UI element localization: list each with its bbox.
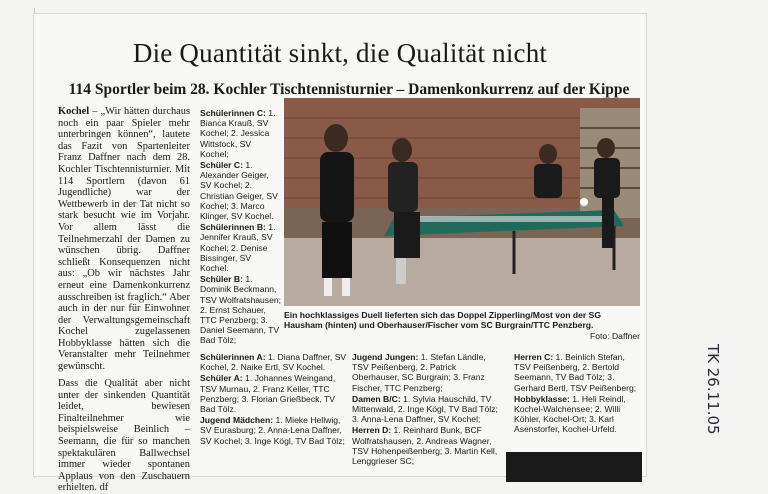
result-entry: Jugend Mädchen: 1. Mieke Hellwig, SV Eurasburg; 2. Anna-Lena Daffner, SV Kochel; 3. Inge Kögl, TV Bad Tölz; <box>200 415 345 446</box>
subheadline: 114 Sportler beim 28. Kochler Tischtennisturnier – Damenkonkurrenz auf der Kippe <box>68 81 630 98</box>
result-entry: Herren D: 1. Reinhard Bunk, BCF Wolfratshausen, 2. Andreas Wagner, TSV Hohenpeißenberg; 3. Martin Kell, Lenggrieser SC; <box>352 425 498 467</box>
result-entry: Damen B/C: 1. Sylvia Hauschild, TV Mittenwald, 2. Inge Kögl, TV Bad Tölz; 3. Anna-Lena Daffner, SV Kochel; <box>352 393 498 425</box>
photo-illustration <box>284 98 640 306</box>
handwritten-date-note: TK 26.11.05 <box>704 344 722 435</box>
result-entry: Schülerinnen B: 1. Jennifer Krauß, SV Kochel; 2. Denise Bissinger, SV Kochel. <box>200 222 276 274</box>
result-entry: Schüler C: 1. Alexander Geiger, SV Kochel; 2. Christian Geiger, SV Kochel; 3. Marco Klinger, SV Kochel. <box>200 160 278 222</box>
headline: Die Quantität sinkt, die Qualität nicht <box>132 38 548 68</box>
article-text-2: Dass die Qualität aber nicht unter der sinkenden Quantität leidet, bewiesen Finalteilnehmer wie beispielsweise Beinlich – Seemann, die für so manchen spektakulären Ballwechsel immer wieder spontanen Applaus von den Zuschauern erhielten. <box>58 378 190 494</box>
result-entry: Schüler A: 1. Johannes Weingand, TSV Murnau, 2. Franz Keller, TTC Penzberg; 3. Florian Grießbeck, TV Bad Tölz. <box>200 373 336 415</box>
result-entry: Schülerinnen A: 1. Diana Daffner, SV Kochel, 2. Naike Ertl, SV Kochel. <box>200 352 347 373</box>
result-entry: Herren C: 1. Beinlich Stefan, TSV Peißenberg, 2. Bertold Seemann, TV Bad Tölz; 3. Gerhard Bertl, TSV Peißenberg; <box>514 352 637 393</box>
caption-text: Ein hochklassiges Duell lieferten sich das Doppel Zipperling/Most von der SG Hausham (hinten) und Oberhauser/Fischer vom SC Burgrain/TTC Penzberg. <box>284 310 602 331</box>
result-entry: Schüler B: 1. Dominik Beckmann, TSV Wolfratshausen; 2. Ernst Schauer, TTC Penzberg; 3. Daniel Seemann, TV Bad Tölz; <box>200 274 282 346</box>
article-body-part1 <box>58 106 190 373</box>
result-entry: Hobbyklasse: 1. Heli Reindl, Kochel-Walchensee; 2. Willi Köhler, Kochel-Ort; 3. Karl Asenstorfer, Kochel-Urfeld. <box>514 393 626 435</box>
author-initials: df <box>99 482 109 494</box>
table-tennis-photo <box>284 98 640 306</box>
next-photo-fragment <box>506 452 642 482</box>
results-column-3 <box>352 352 502 467</box>
article-body-part2 <box>58 378 190 494</box>
photo-credit: Foto: Daffner <box>590 330 640 341</box>
photo-caption <box>284 310 640 341</box>
newspaper-clipping <box>34 14 646 494</box>
dateline: Kochel <box>58 106 90 117</box>
results-column-2 <box>200 352 348 447</box>
result-entry: Schülerinnen C: 1. Bianca Krauß, SV Kochel; 2. Jessica Wittstock, SV Kochel; <box>200 108 276 159</box>
results-column-1 <box>200 108 282 347</box>
article-text-1: – „Wir hätten durchaus noch ein paar Spieler mehr unterbringen können“, lautete das Fazit von Spartenleiter Franz Daffner nach dem 28. Kochler Tischtennisturnier. Mit 114 Sportlern (davon 61 Jugendliche) war der Wettbewerb in der Tat nicht so stark besucht wie im Vorjahr. Vor allem lässt die Teilnehmerzahl der Damen zu wünschen übrig. Daffner schließt Konsequenzen nicht aus: „Ob wir nächstes Jahr erneut eine Damenkonkurrenz ausschreiben ist fraglich.“ Aber auch in der nur für Einwohner der Verwaltungsgemeinschaft Kochel zugelassenen Hobbyklasse hätten sich die Veranstalter mehr Teilnehmer gewünscht. <box>58 106 190 373</box>
result-entry: Jugend Jungen: 1. Stefan Ländle, TSV Peißenberg, 2. Patrick Oberhauser, SC Burgrain; 3. Franz Fischer, TTC Penzberg; <box>352 352 486 393</box>
